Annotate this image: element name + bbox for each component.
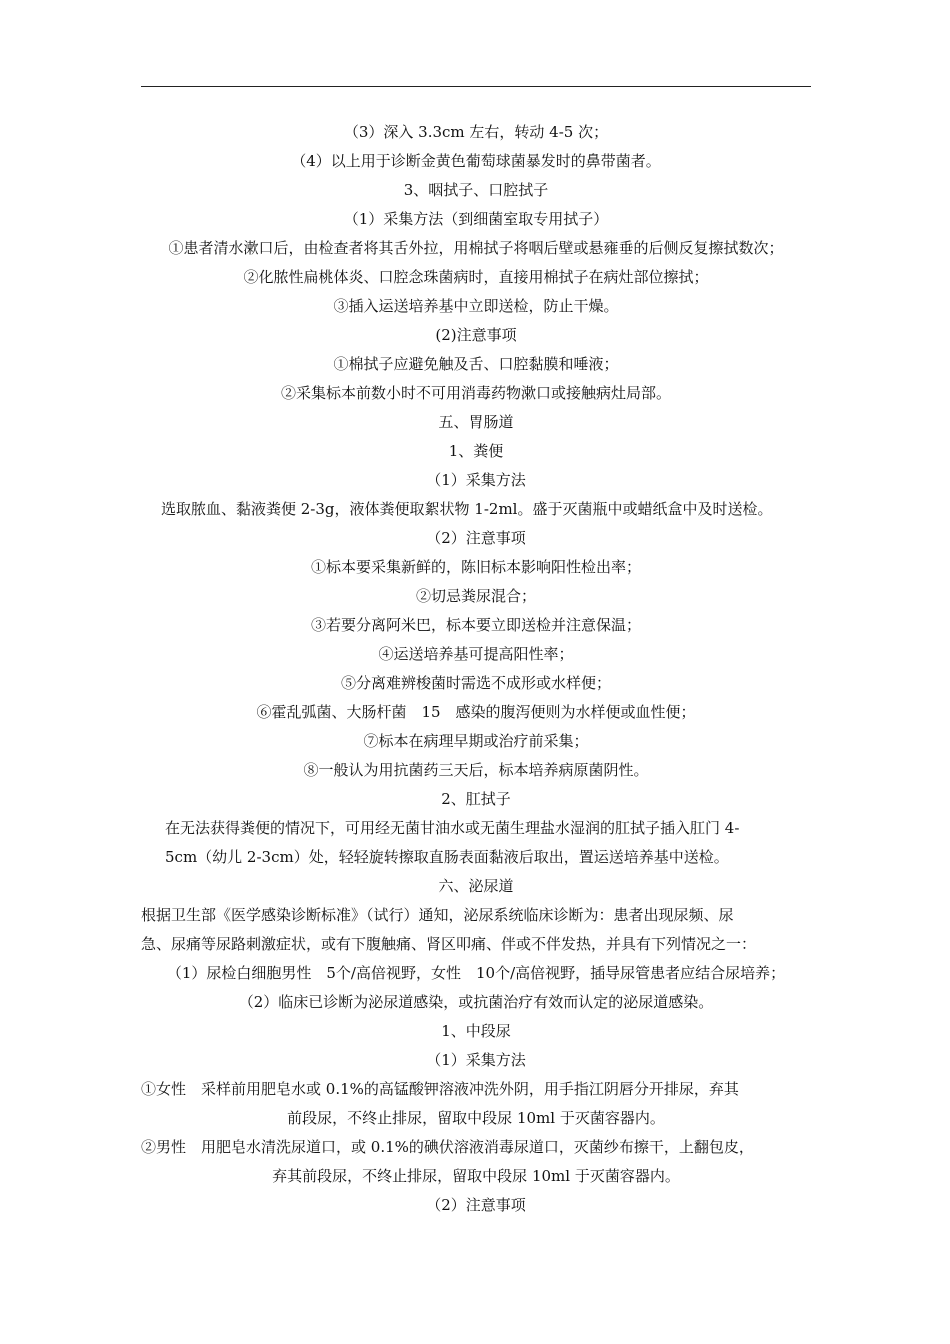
header-rule [141,86,811,87]
text-line: ③若要分离阿米巴，标本要立即送检并注意保温； [310,616,641,634]
text-line: ⑥霍乱弧菌、大肠杆菌 15 感染的腹泻便则为水样便或血性便； [256,703,696,721]
text-line: ①棉拭子应避免触及舌、口腔黏膜和唾液； [333,355,619,373]
text-line: ②切忌粪尿混合； [415,587,536,605]
text-line: ②男性 用肥皂水清洗尿道口，或 0.1%的碘伏溶液消毒尿道口，灭菌纱布擦干，上翻包皮， [141,1138,754,1156]
chapter-heading: 六、泌尿道 [438,877,514,895]
text-line: （3）深入 3.3cm 左右，转动 4-5 次； [343,123,609,141]
text-line: ⑧一般认为用抗菌药三天后，标本培养病原菌阴性。 [303,761,649,779]
section-heading: 3、咽拭子、口腔拭子 [403,181,549,199]
text-line: （1）尿检白细胞男性 5个/高倍视野，女性 10个/高倍视野，插导尿管患者应结合尿培养； [166,964,786,982]
text-line: ①标本要采集新鲜的，陈旧标本影响阳性检出率； [310,558,641,576]
text-line: 在无法获得粪便的情况下，可用经无菌甘油水或无菌生理盐水湿润的肛拭子插入肛门 4- [165,819,740,837]
text-line: 急、尿痛等尿路刺激症状，或有下腹触痛、肾区叩痛、伴或不伴发热，并具有下列情况之一： [141,935,757,953]
text-line: ②采集标本前数小时不可用消毒药物漱口或接触病灶局部。 [280,384,671,402]
subsection-heading: （2）注意事项 [426,529,526,547]
chapter-heading: 五、胃肠道 [438,413,514,431]
text-line: ①患者清水漱口后，由检查者将其舌外拉，用棉拭子将咽后壁或悬雍垂的后侧反复擦拭数次； [168,239,784,257]
text-line: （4）以上用于诊断金黄色葡萄球菌暴发时的鼻带菌者。 [291,152,661,170]
text-line: ⑤分离难辨梭菌时需选不成形或水样便； [340,674,611,692]
text-line: （2）临床已诊断为泌尿道感染，或抗菌治疗有效而认定的泌尿道感染。 [238,993,714,1011]
subsection-heading: （1）采集方法 [426,471,526,489]
text-line: 弃其前段尿，不终止排尿，留取中段尿 10ml 于灭菌容器内。 [272,1167,680,1185]
text-line: 5cm（幼儿 2-3cm）处，轻轻旋转擦取直肠表面黏液后取出，置运送培养基中送检。 [165,848,729,866]
section-heading: 1、粪便 [448,442,504,460]
text-line: 选取脓血、黏液粪便 2-3g，液体粪便取絮状物 1-2ml。盛于灭菌瓶中或蜡纸盒中及时送检。 [161,500,773,518]
subsection-heading: （1）采集方法 [426,1051,526,1069]
section-heading: 2、肛拭子 [441,790,511,808]
text-line: ②化脓性扁桃体炎、口腔念珠菌病时，直接用棉拭子在病灶部位擦拭； [243,268,709,286]
text-line: 根据卫生部《医学感染诊断标准》（试行）通知，泌尿系统临床诊断为：患者出现尿频、尿 [141,906,734,924]
document-body [141,118,811,1220]
subsection-heading: (2)注意事项 [435,326,517,344]
text-line: 前段尿，不终止排尿，留取中段尿 10ml 于灭菌容器内。 [287,1109,665,1127]
text-line: ①女性 采样前用肥皂水或 0.1%的高锰酸钾溶液冲洗外阴，用手指江阴唇分开排尿，弃其 [141,1080,739,1098]
subsection-heading: （2）注意事项 [426,1196,526,1214]
subsection-heading: （1）采集方法（到细菌室取专用拭子） [343,210,609,228]
text-line: ⑦标本在病理早期或治疗前采集； [363,732,589,750]
text-line: ④运送培养基可提高阳性率； [378,645,574,663]
section-heading: 1、中段尿 [441,1022,511,1040]
text-line: ③插入运送培养基中立即送检，防止干燥。 [333,297,619,315]
